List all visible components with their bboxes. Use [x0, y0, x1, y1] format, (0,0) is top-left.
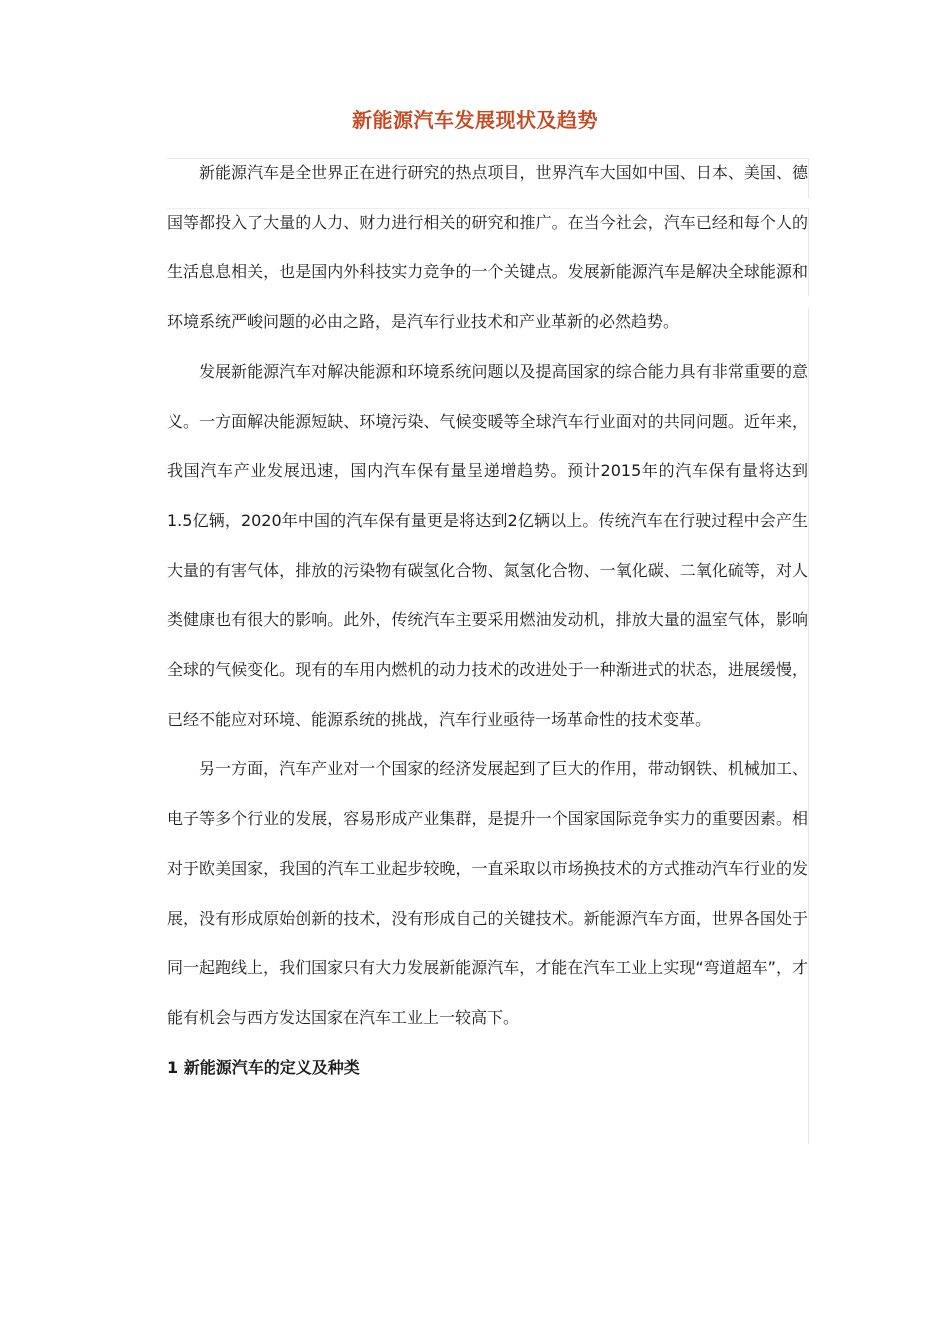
- text-frame-border: [808, 158, 809, 198]
- text-frame-border: [808, 308, 809, 1144]
- paragraph-intro: 新能源汽车是全世界正在进行研究的热点项目，世界汽车大国如中国、日本、美国、德国等都投入了大量的人力、财力进行相关的研究和推广。在当今社会，汽车已经和每个人的生活息息相关，也是国内外科技实力竞争的一个关键点。发展新能源汽车是解决全球能源和环境系统严峻问题的必由之路，是汽车行业技术和产业革新的必然趋势。: [167, 163, 808, 332]
- document-title: 新能源汽车发展现状及趋势: [352, 108, 598, 132]
- paragraph-significance: 发展新能源汽车对解决能源和环境系统问题以及提高国家的综合能力具有非常重要的意义。一方面解决能源短缺、环境污染、气候变暖等全球汽车行业面对的共同问题。近年来，我国汽车产业发展迅速，国内汽车保有量呈递增趋势。预计2015年的汽车保有量将达到1.5亿辆，2020年中国的汽车保有量更是将达到2亿辆以上。传统汽车在行驶过程中会产生大量的有害气体，排放的污染物有碳氢化合物、氮氢化合物、一氧化碳、二氧化硫等，对人类健康也有很大的影响。此外，传统汽车主要采用燃油发动机，排放大量的温室气体，影响全球的气候变化。现有的车用内燃机的动力技术的改进处于一种渐进式的状态，进展缓慢，已经不能应对环境、能源系统的挑战，汽车行业亟待一场革命性的技术变革。: [167, 361, 808, 729]
- text-frame-border: [808, 208, 809, 296]
- paragraph-economy: 另一方面，汽车产业对一个国家的经济发展起到了巨大的作用，带动钢铁、机械加工、电子等多个行业的发展，容易形成产业集群，是提升一个国家国际竞争实力的重要因素。相对于欧美国家，我国的汽车工业起步较晚，一直采取以市场换技术的方式推动汽车行业的发展，没有形成原始创新的技术，没有形成自己的关键技术。新能源汽车方面，世界各国处于同一起跑线上，我们国家只有大力发展新能源汽车，才能在汽车工业上实现“弯道超车”，才能有机会与西方发达国家在汽车工业上一较高下。: [167, 759, 808, 1027]
- document-body: [167, 148, 808, 1092]
- section-heading: 1 新能源汽车的定义及种类: [167, 1057, 360, 1077]
